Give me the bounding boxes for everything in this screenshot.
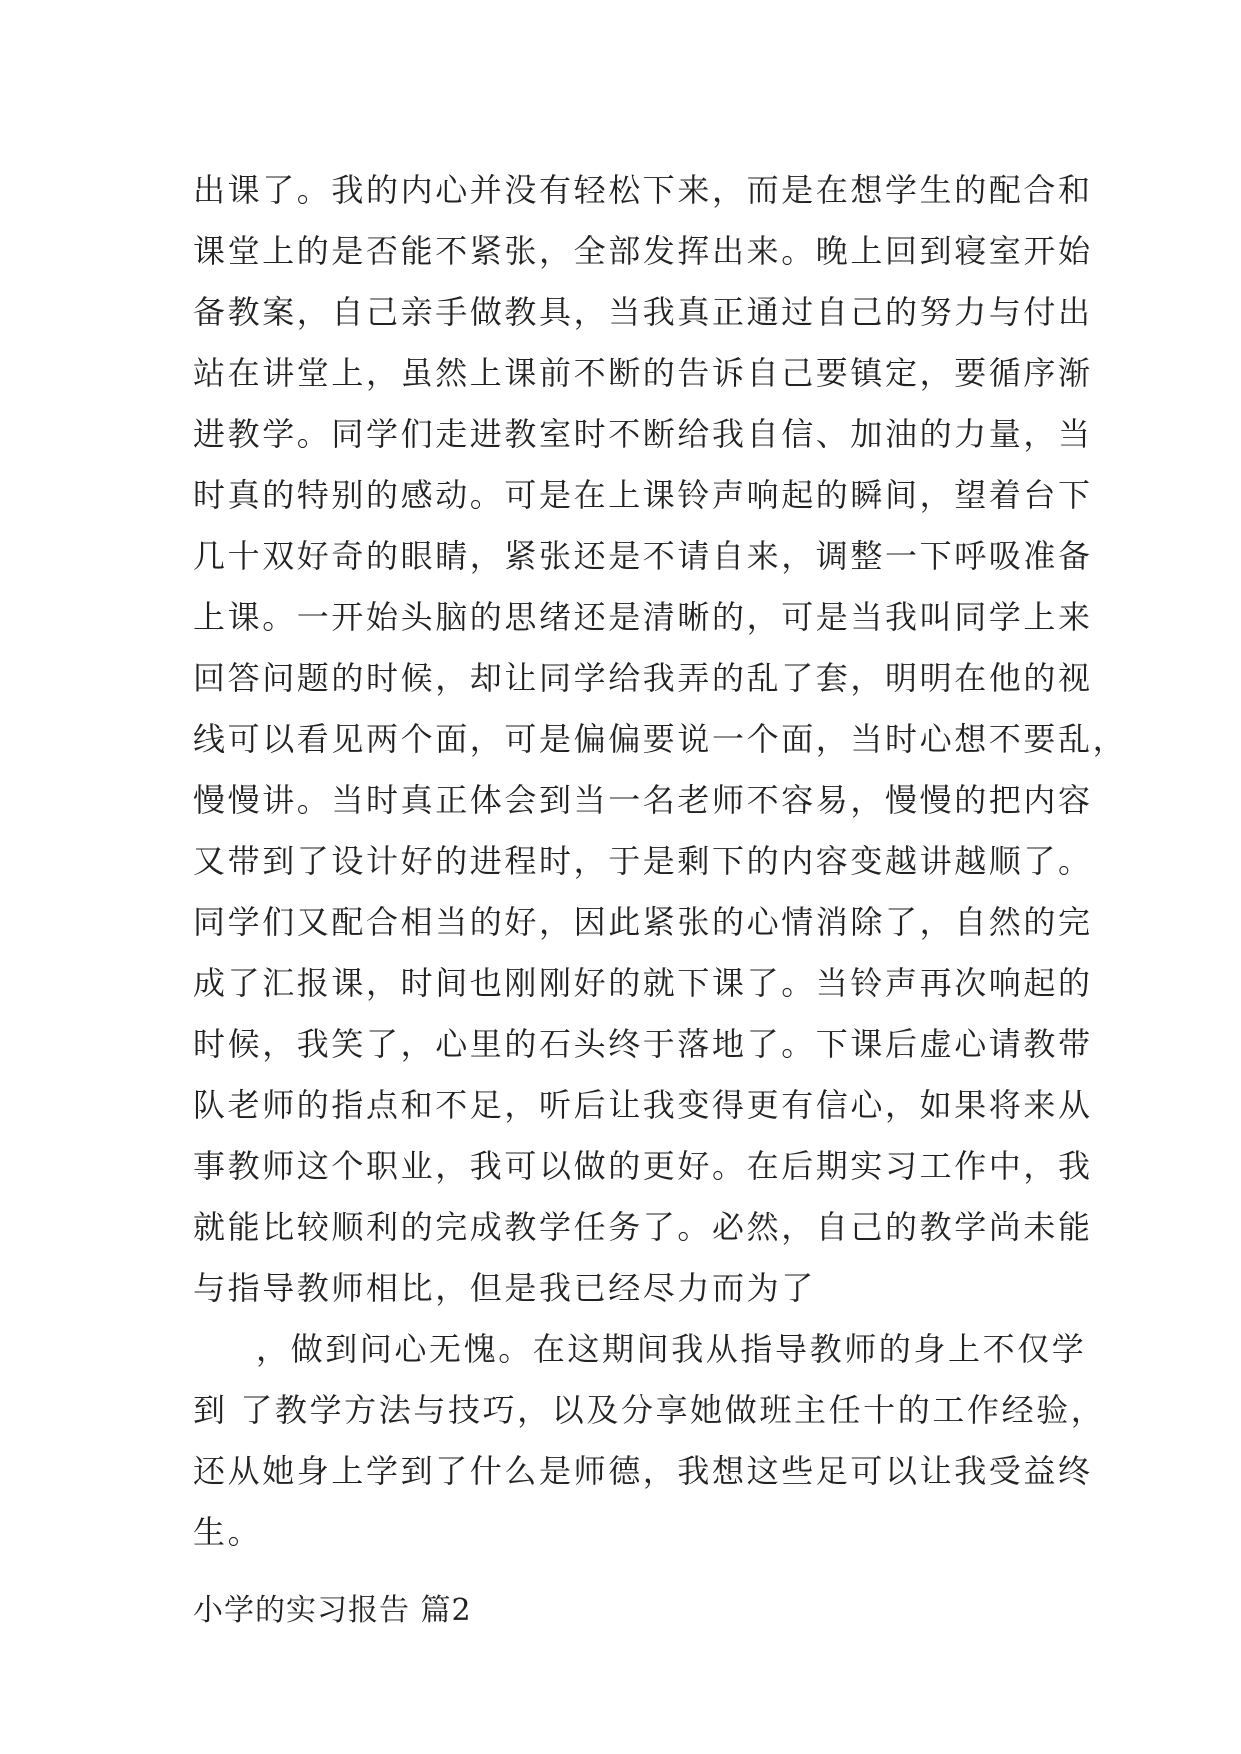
text-line: 生。 [193, 1513, 263, 1551]
text-line: 还从她身上学到了什么是师德，我想这些足可以让我受益终 [193, 1452, 1093, 1490]
text-line: 线可以看见两个面，可是偏偏要说一个面，当时心想不要乱， [193, 720, 1128, 758]
text-line: 队老师的指点和不足，听后让我变得更有信心，如果将来从 [193, 1086, 1093, 1124]
text-line: 慢慢讲。当时真正体会到当一名老师不容易，慢慢的把内容 [193, 781, 1093, 819]
text-line: 回答问题的时候，却让同学给我弄的乱了套，明明在他的视 [193, 659, 1093, 697]
text-line: 出课了。我的内心并没有轻松下来，而是在想学生的配合和 [193, 171, 1093, 209]
text-line: ，做到问心无愧。在这期间我从指导教师的身上不仅学 [256, 1330, 1087, 1368]
body-text [193, 160, 1128, 1563]
text-line: 上课。一开始头脑的思绪还是清晰的，可是当我叫同学上来 [193, 598, 1093, 636]
text-line: 几十双好奇的眼睛，紧张还是不请自来，调整一下呼吸准备 [193, 537, 1093, 575]
text-line: 事教师这个职业，我可以做的更好。在后期实习工作中，我 [193, 1147, 1093, 1185]
text-line: 与指导教师相比，但是我已经尽力而为了 [193, 1269, 816, 1307]
text-line: 备教案，自己亲手做教具，当我真正通过自己的努力与付出 [193, 293, 1093, 331]
text-line: 到 了教学方法与技巧，以及分享她做班主任十的工作经验， [193, 1391, 1106, 1429]
text-line: 时真的特别的感动。可是在上课铃声响起的瞬间，望着台下 [193, 476, 1093, 514]
text-line: 时候，我笑了，心里的石头终于落地了。下课后虚心请教带 [193, 1025, 1093, 1063]
text-line: 又带到了设计好的进程时，于是剩下的内容变越讲越顺了。 [193, 842, 1093, 880]
text-line: 站在讲堂上，虽然上课前不断的告诉自己要镇定，要循序渐 [193, 354, 1093, 392]
text-line: 就能比较顺利的完成教学任务了。必然，自己的教学尚未能 [193, 1208, 1093, 1246]
text-line: 同学们又配合相当的好，因此紧张的心情消除了，自然的完 [193, 903, 1093, 941]
text-line: 进教学。同学们走进教室时不断给我自信、加油的力量，当 [193, 415, 1093, 453]
text-line: 课堂上的是否能不紧张，全部发挥出来。晚上回到寝室开始 [193, 232, 1093, 270]
text-line: 成了汇报课，时间也刚刚好的就下课了。当铃声再次响起的 [193, 964, 1093, 1002]
section-heading: 小学的实习报告 篇2 [193, 1593, 472, 1628]
